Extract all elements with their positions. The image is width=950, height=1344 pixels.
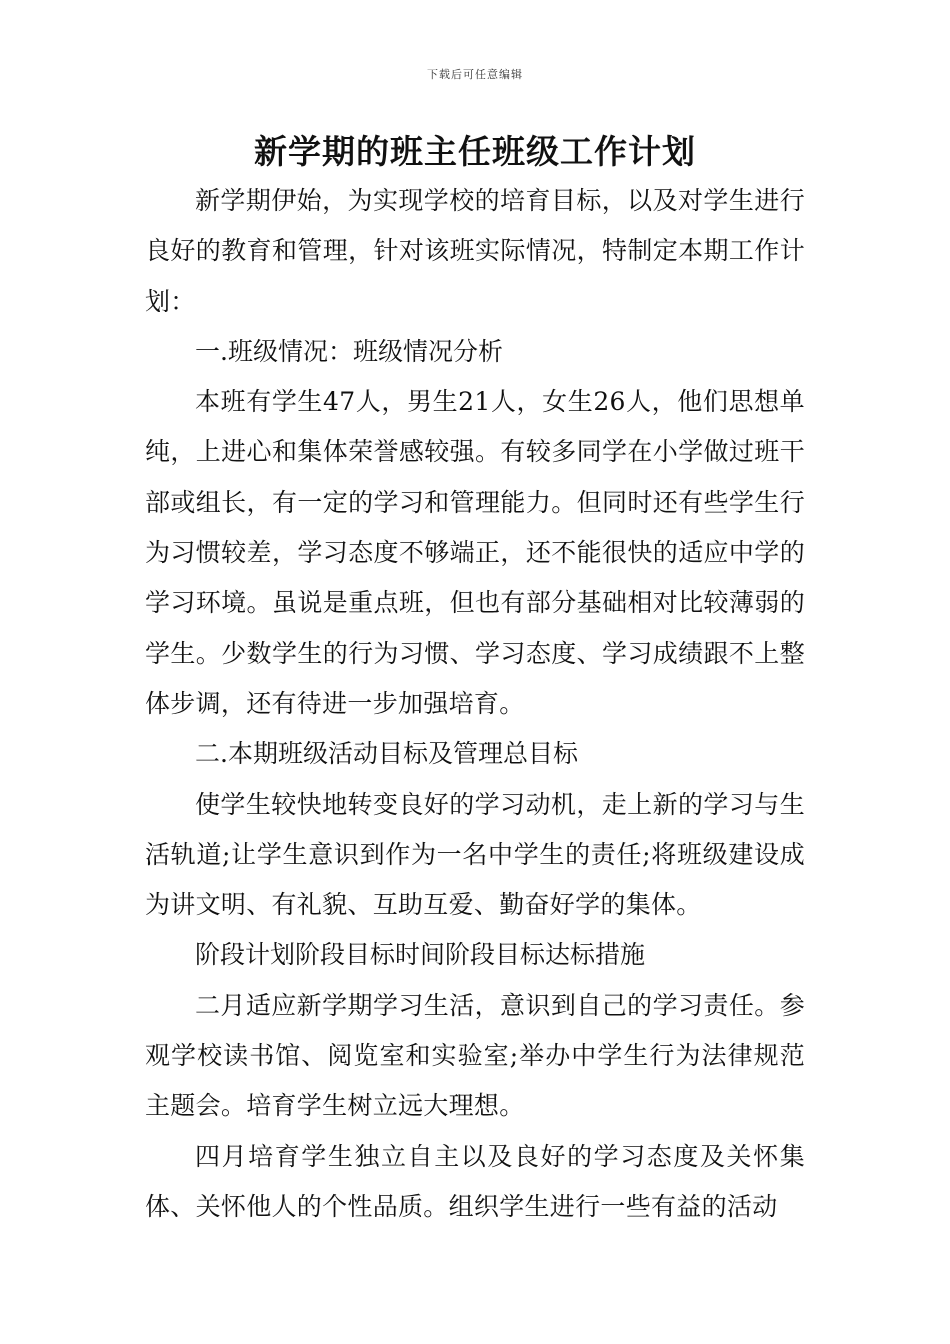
section-heading-goals: 二.本期班级活动目标及管理总目标 [195,739,578,769]
goals-paragraph: 使学生较快地转变良好的学习动机，走上新的学习与生活轨道;让学生意识到作为一名中学生的责任;将班级建设成为讲文明、有礼貌、互助互爱、勤奋好学的集体。 [145,789,805,920]
february-plan-paragraph: 二月适应新学期学习生活，意识到自己的学习责任。参观学校读书馆、阅览室和实验室;举办中学生行为法律规范主题会。培育学生树立远大理想。 [145,990,805,1121]
document-title: 新学期的班主任班级工作计划 [254,132,696,171]
stage-plan-heading: 阶段计划阶段目标时间阶段目标达标措施 [195,940,646,970]
class-analysis-paragraph: 本班有学生47人，男生21人，女生26人，他们思想单纯，上进心和集体荣誉感较强。有较多同学在小学做过班干部或组长，有一定的学习和管理能力。但同时还有些学生行为习惯较差，学习态度不够端正，还不能很快的适应中学的学习环境。虽说是重点班，但也有部分基础相对比较薄弱的学生。少数学生的行为习惯、学习态度、学习成绩跟不上整体步调，还有待进一步加强培育。 [145,387,805,718]
april-plan-paragraph: 四月培育学生独立自主以及良好的学习态度及关怀集体、关怀他人的个性品质。组织学生进行一些有益的活动 [145,1141,805,1221]
intro-paragraph: 新学期伊始，为实现学校的培育目标，以及对学生进行良好的教育和管理，针对该班实际情况，特制定本期工作计划： [145,186,805,316]
header-note: 下载后可任意编辑 [427,68,523,81]
section-heading-class-situation: 一.班级情况：班级情况分析 [195,336,503,366]
document-body [145,176,805,1232]
